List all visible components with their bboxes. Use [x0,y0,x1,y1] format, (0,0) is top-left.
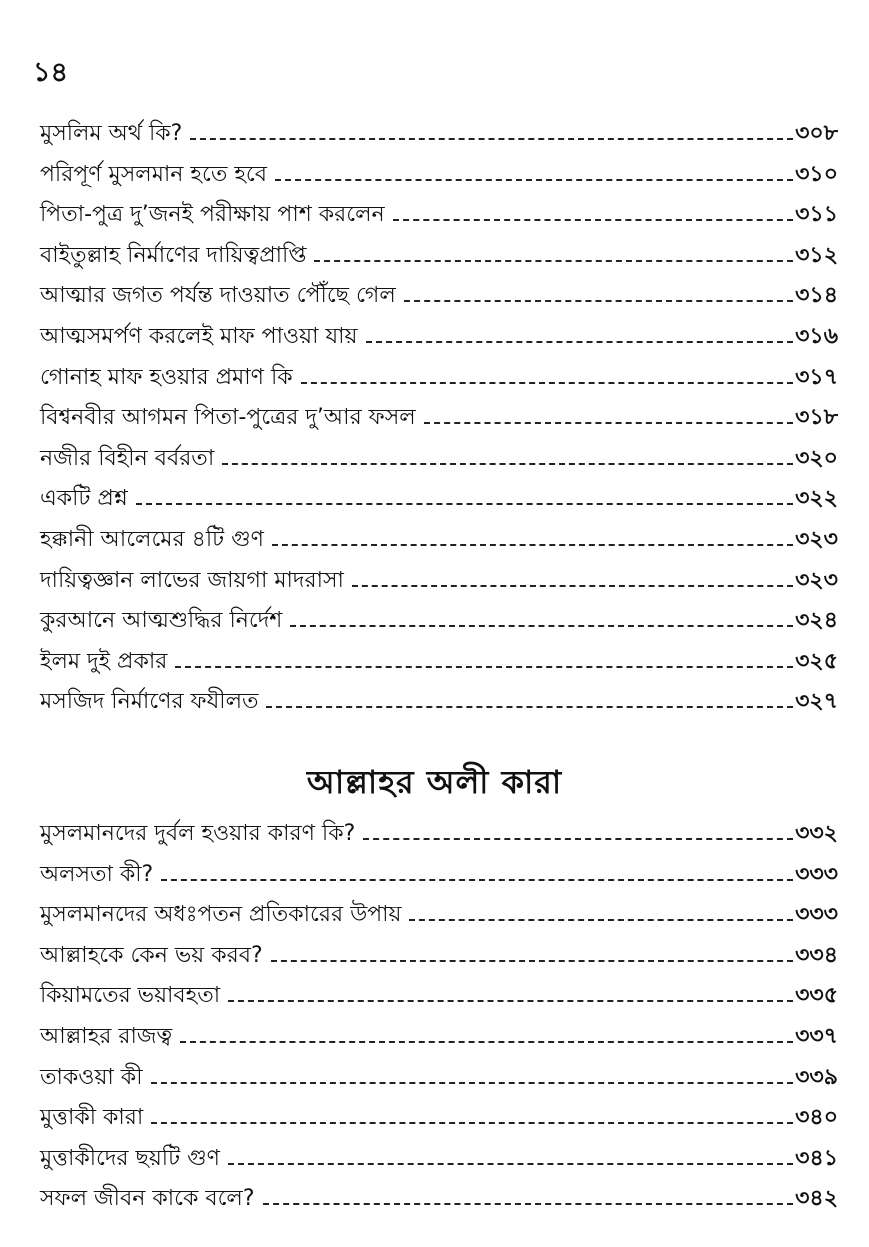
toc-entry [40,682,838,723]
toc-dot-leader [404,300,793,302]
toc-dot-leader [151,1122,793,1124]
toc-entry-title: কুরআনে আত্মশুদ্ধির নির্দেশ [40,608,283,634]
toc-entry-page: ৩২২ [795,486,838,512]
toc-entry-title: আত্মার জগত পর্যন্ত দাওয়াত পৌঁছে গেল [40,283,396,309]
toc-entry-page: ৩১১ [795,202,838,228]
toc-entry-title: অলসতা কী? [40,861,154,887]
toc-dot-leader [314,260,793,262]
toc-entry-title: সফল জীবন কাকে বলে? [40,1186,255,1212]
toc-dot-leader [228,1163,793,1165]
toc-entry-title: আল্লাহকে কেন ভয় করব? [40,942,263,968]
toc-entry-page: ৩৩৫ [795,983,838,1009]
toc-entry-page: ৩১৭ [795,364,838,390]
toc-entry [40,276,838,317]
toc-entry-title: মুসলমানদের দুর্বল হওয়ার কারণ কি? [40,821,356,846]
toc-entry [40,936,838,977]
toc-entry-page: ৩১৪ [795,283,838,309]
toc-dot-leader [301,382,793,384]
toc-entry [40,1098,838,1139]
toc-dot-leader [136,503,793,505]
toc-entry [40,561,838,602]
toc-dot-leader [409,919,793,921]
toc-entry-page: ৩৩৭ [795,1023,838,1049]
toc-entry-title: হক্কানী আলেমের ৪টি গুণ [40,526,264,552]
toc-entry [40,439,838,480]
toc-entry-page: ৩৩২ [795,821,838,846]
toc-list-section-2 [40,814,838,1220]
toc-entry-title: মসজিদ নির্মাণের ফযীলত [40,689,259,715]
toc-dot-leader [275,179,793,181]
toc-entry-page: ৩১২ [795,242,838,268]
toc-entry-title: একটি প্রশ্ন [40,486,128,512]
toc-entry [40,358,838,399]
toc-entry [40,1179,838,1220]
toc-entry [40,976,838,1017]
toc-dot-leader [363,838,793,840]
toc-entry [40,642,838,683]
toc-entry [40,155,838,196]
toc-entry-page: ৩১৮ [795,405,838,431]
toc-dot-leader [228,1000,793,1002]
toc-entry [40,814,838,855]
toc-entry [40,1139,838,1180]
toc-dot-leader [263,1203,794,1205]
toc-entry-page: ৩৪২ [795,1186,838,1212]
toc-dot-leader [290,625,793,627]
toc-dot-leader [151,1082,794,1084]
toc-entry-title: নজীর বিহীন বর্বরতা [40,445,215,471]
toc-entry-title: আত্মসমর্পণ করলেই মাফ পাওয়া যায় [40,323,358,349]
toc-entry-page: ৩০৮ [795,121,838,146]
toc-dot-leader [266,706,793,708]
toc-entry [40,1017,838,1058]
toc-dot-leader [180,1041,793,1043]
toc-entry-page: ৩৩৯ [795,1064,838,1090]
toc-entry [40,114,838,155]
toc-entry [40,520,838,561]
toc-dot-leader [190,138,793,140]
toc-entry [40,317,838,358]
toc-entry-page: ৩১০ [795,161,838,187]
toc-entry [40,195,838,236]
toc-dot-leader [366,341,794,343]
toc-entry-page: ৩২৩ [795,567,838,593]
toc-dot-leader [393,219,794,221]
toc-entry-page: ৩২৭ [795,689,838,715]
toc-dot-leader [424,422,793,424]
toc-dot-leader [271,960,793,962]
toc-entry [40,1058,838,1099]
toc-list-section-1 [40,114,838,723]
toc-entry-page: ৩২৩ [795,526,838,552]
toc-entry-title: কিয়ামতের ভয়াবহতা [40,983,221,1009]
toc-dot-leader [352,585,793,587]
toc-entry-title: পিতা-পুত্র দু’জনই পরীক্ষায় পাশ করলেন [40,202,385,228]
toc-entry [40,398,838,439]
toc-entry-page: ৩২৪ [795,608,838,634]
toc-entry [40,855,838,896]
toc-entry-title: মুসলিম অর্থ কি? [40,121,183,146]
toc-entry-title: মুত্তাকী কারা [40,1105,144,1131]
toc-entry-title: ইলম দুই প্রকার [40,648,168,674]
toc-dot-leader [272,544,793,546]
toc-entry-page: ৩২০ [795,445,838,471]
toc-entry [40,601,838,642]
toc-dot-leader [161,879,793,881]
toc-entry-page: ৩৩৩ [795,902,838,928]
toc-entry-title: মুসলমানদের অধঃপতন প্রতিকারের উপায় [40,902,402,928]
toc-entry-title: দায়িত্বজ্ঞান লাভের জায়গা মাদরাসা [40,567,344,593]
toc-entry-title: গোনাহ মাফ হওয়ার প্রমাণ কি [40,364,293,390]
toc-dot-leader [222,463,793,465]
toc-entry-title: পরিপূর্ণ মুসলমান হতে হবে [40,161,267,187]
toc-entry-page: ৩২৫ [795,648,838,674]
toc-entry [40,895,838,936]
toc-entry [40,479,838,520]
section-heading: আল্লাহর অলী কারা [306,763,563,801]
toc-entry-page: ৩৩৩ [795,861,838,887]
toc-entry-title: তাকওয়া কী [40,1064,143,1090]
toc-entry-page: ৩৩৪ [795,942,838,968]
toc-entry-page: ৩৪০ [795,1105,838,1131]
toc-entry-title: আল্লাহর রাজত্ব [40,1023,173,1049]
toc-entry-page: ৩১৬ [795,323,838,349]
toc-entry-title: বাইতুল্লাহ নির্মাণের দায়িত্বপ্রাপ্তি [40,242,307,268]
toc-entry [40,236,838,277]
toc-entry-title: বিশ্বনবীর আগমন পিতা-পুত্রের দু’আর ফসল [40,405,416,431]
toc-entry-page: ৩৪১ [795,1145,838,1171]
toc-entry-title: মুত্তাকীদের ছয়টি গুণ [40,1145,220,1171]
page-number: ১৪ [33,57,69,88]
toc-dot-leader [175,666,793,668]
